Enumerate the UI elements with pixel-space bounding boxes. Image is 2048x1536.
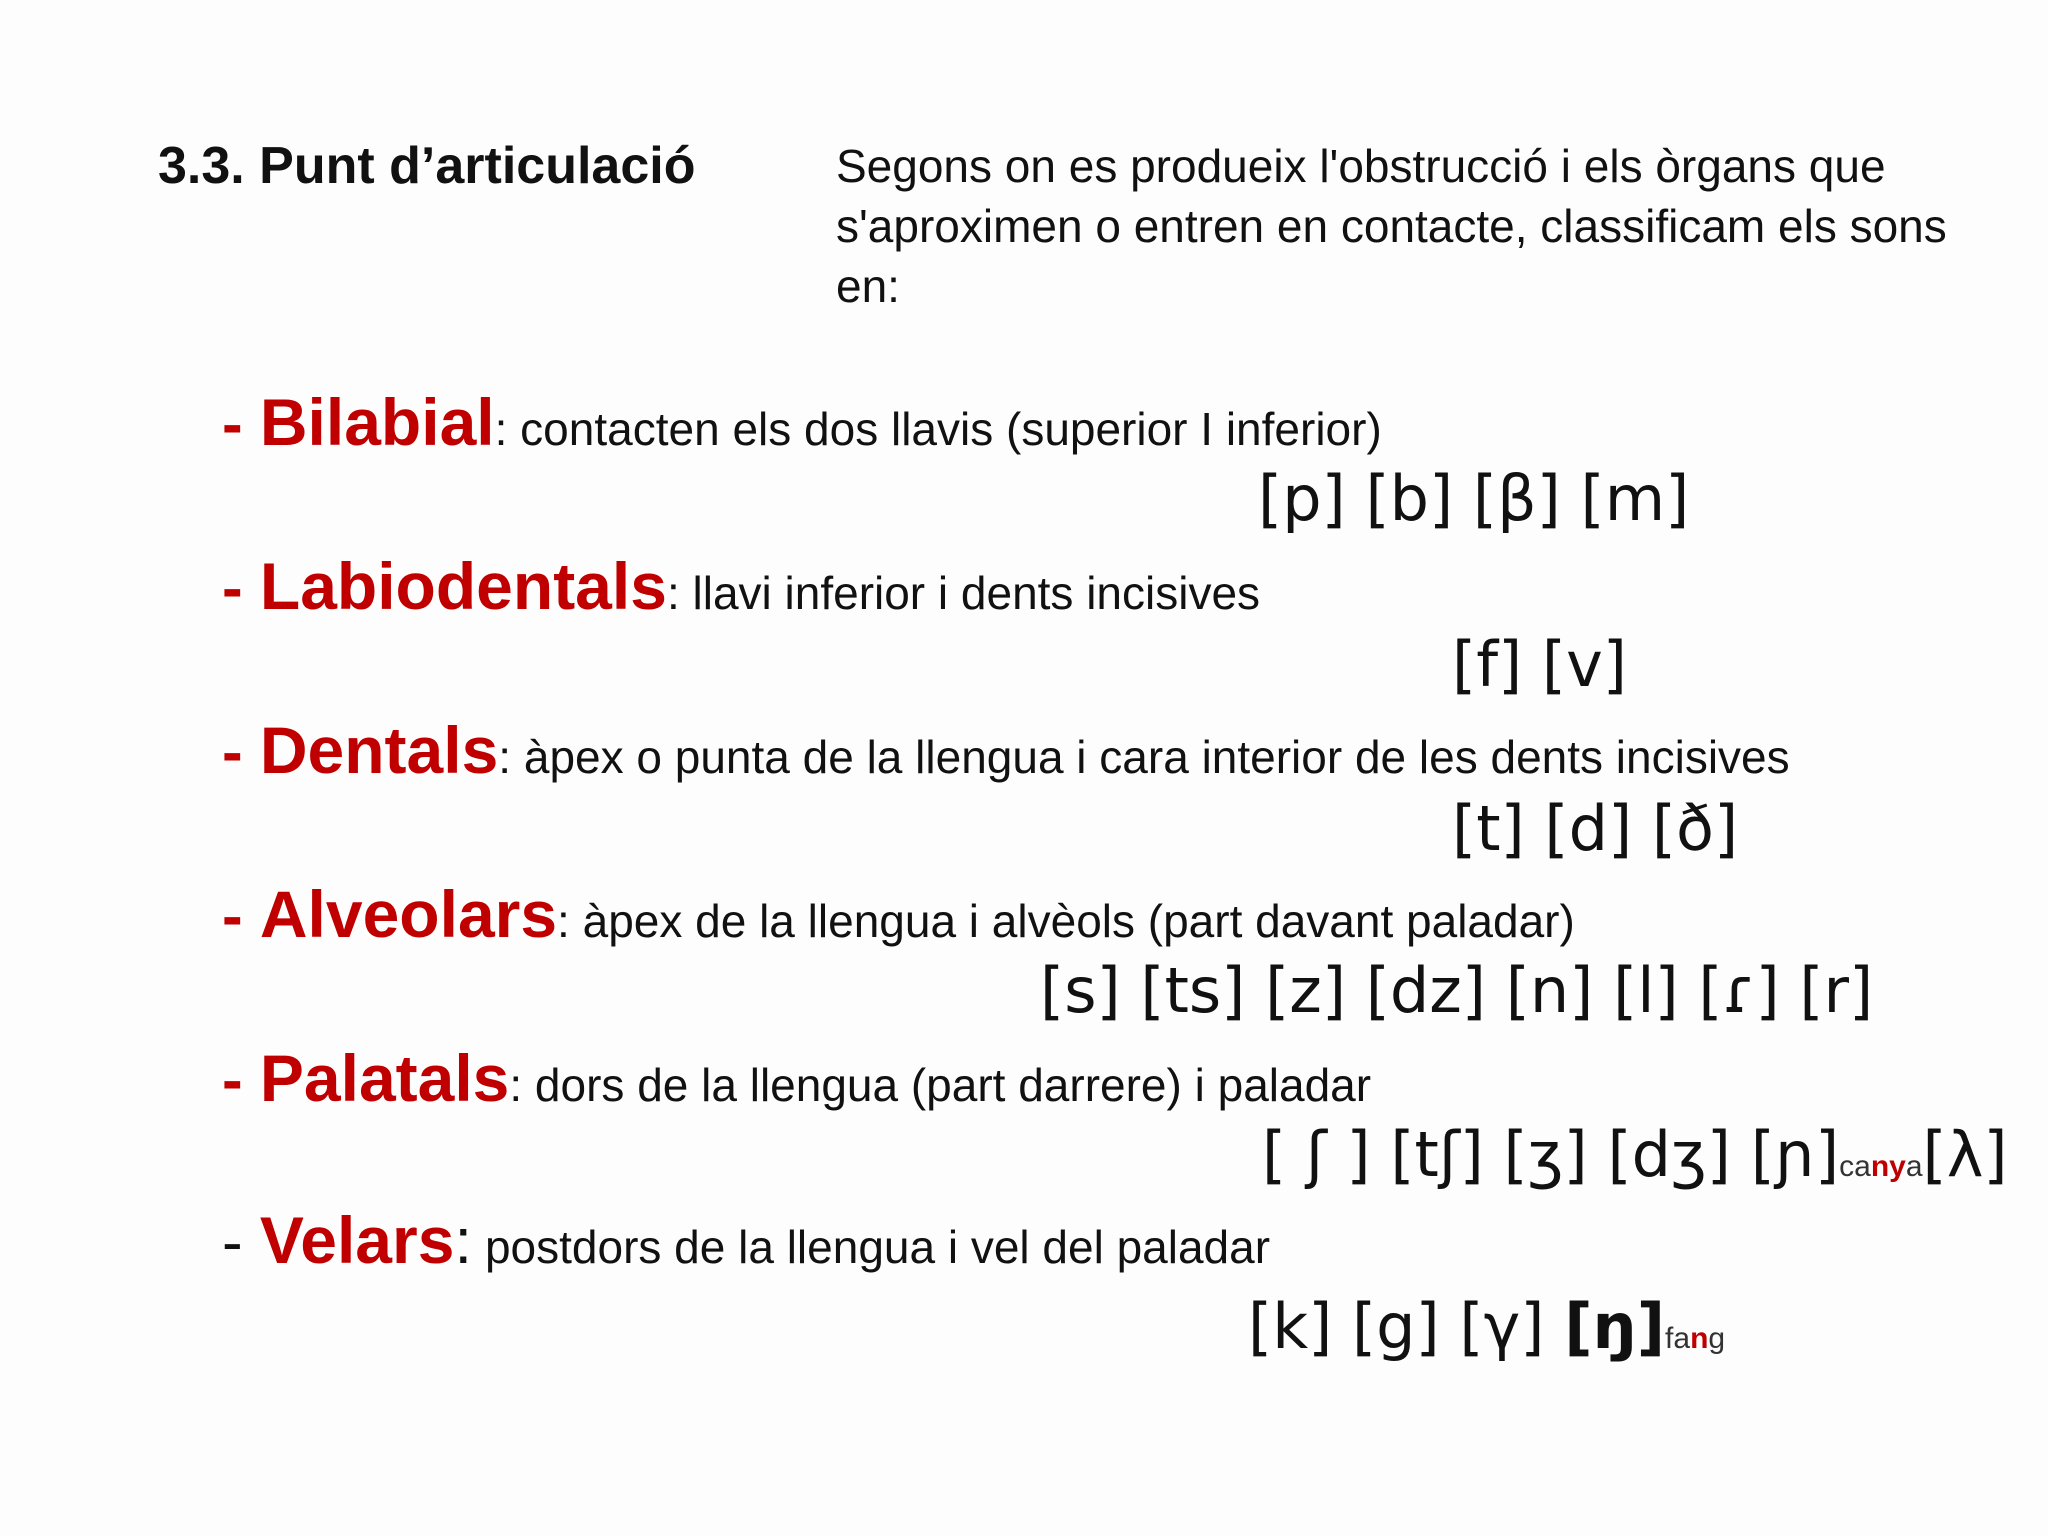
category-bilabial: [222, 384, 1382, 460]
category-description: llavi inferior i dents incisives: [679, 567, 1261, 619]
symbol-list: [k] [g] [γ]: [1248, 1290, 1565, 1363]
category-name: Labiodentals: [259, 549, 667, 623]
colon: :: [557, 895, 570, 947]
bullet-dash: -: [222, 1046, 260, 1115]
symbols-bilabial: [p] [b] [β] [m]: [1258, 462, 1690, 535]
symbols-alveolars: [s] [ts] [z] [dz] [n] [l] [ɾ] [r]: [1040, 954, 1874, 1027]
symbol-lambda: [λ]: [1922, 1118, 2008, 1191]
symbols-dentals: [t] [d] [ð]: [1452, 792, 1739, 865]
symbol-list: [ ʃ ] [tʃ] [ʒ] [dʒ] [ɲ]: [1262, 1118, 1840, 1191]
category-description: àpex o punta de la llengua i cara interior de les dents incisives: [511, 731, 1790, 783]
intro-text: Segons on es produeix l'obstrucció i els òrgans que s'aproximen o entren en contacte, classificam els sons en:: [836, 140, 1947, 312]
category-alveolars: [222, 876, 1575, 952]
bullet-dash: -: [222, 390, 260, 459]
category-dentals: [222, 712, 1790, 788]
bullet-dash: -: [222, 718, 260, 787]
category-description: postdors de la llengua i vel del paladar: [472, 1221, 1271, 1273]
category-name: Bilabial: [259, 385, 495, 459]
bullet-dash: -: [222, 554, 260, 623]
symbols-labiodentals: [f] [v]: [1452, 628, 1627, 701]
bullet-dash: -: [222, 882, 260, 951]
colon: :: [494, 403, 508, 455]
category-description: contacten els dos llavis (superior I inferior): [507, 403, 1382, 455]
symbols-velars: [1248, 1290, 1725, 1363]
symbols-palatals: [1262, 1118, 2008, 1191]
category-description: dors de la llengua (part darrere) i paladar: [522, 1059, 1372, 1111]
colon: :: [509, 1059, 523, 1111]
category-palatals: [222, 1040, 1371, 1116]
category-name: Alveolars: [259, 877, 558, 951]
symbol-eng: [ŋ]: [1564, 1290, 1666, 1363]
category-description: àpex de la llengua i alvèols (part davant paladar): [569, 895, 1575, 947]
category-name: Palatals: [259, 1041, 510, 1115]
colon: :: [666, 567, 680, 619]
category-name: Velars: [259, 1203, 455, 1277]
colon: :: [454, 1205, 473, 1277]
category-name: Dentals: [259, 713, 499, 787]
category-velars: [222, 1202, 1270, 1278]
bullet-dash: -: [222, 1208, 260, 1277]
example-word-canya: canya: [1839, 1150, 1923, 1183]
colon: :: [498, 731, 512, 783]
section-title: 3.3. Punt d’articulació: [158, 137, 696, 195]
example-word-fang: fang: [1665, 1322, 1726, 1355]
category-labiodentals: [222, 548, 1260, 624]
